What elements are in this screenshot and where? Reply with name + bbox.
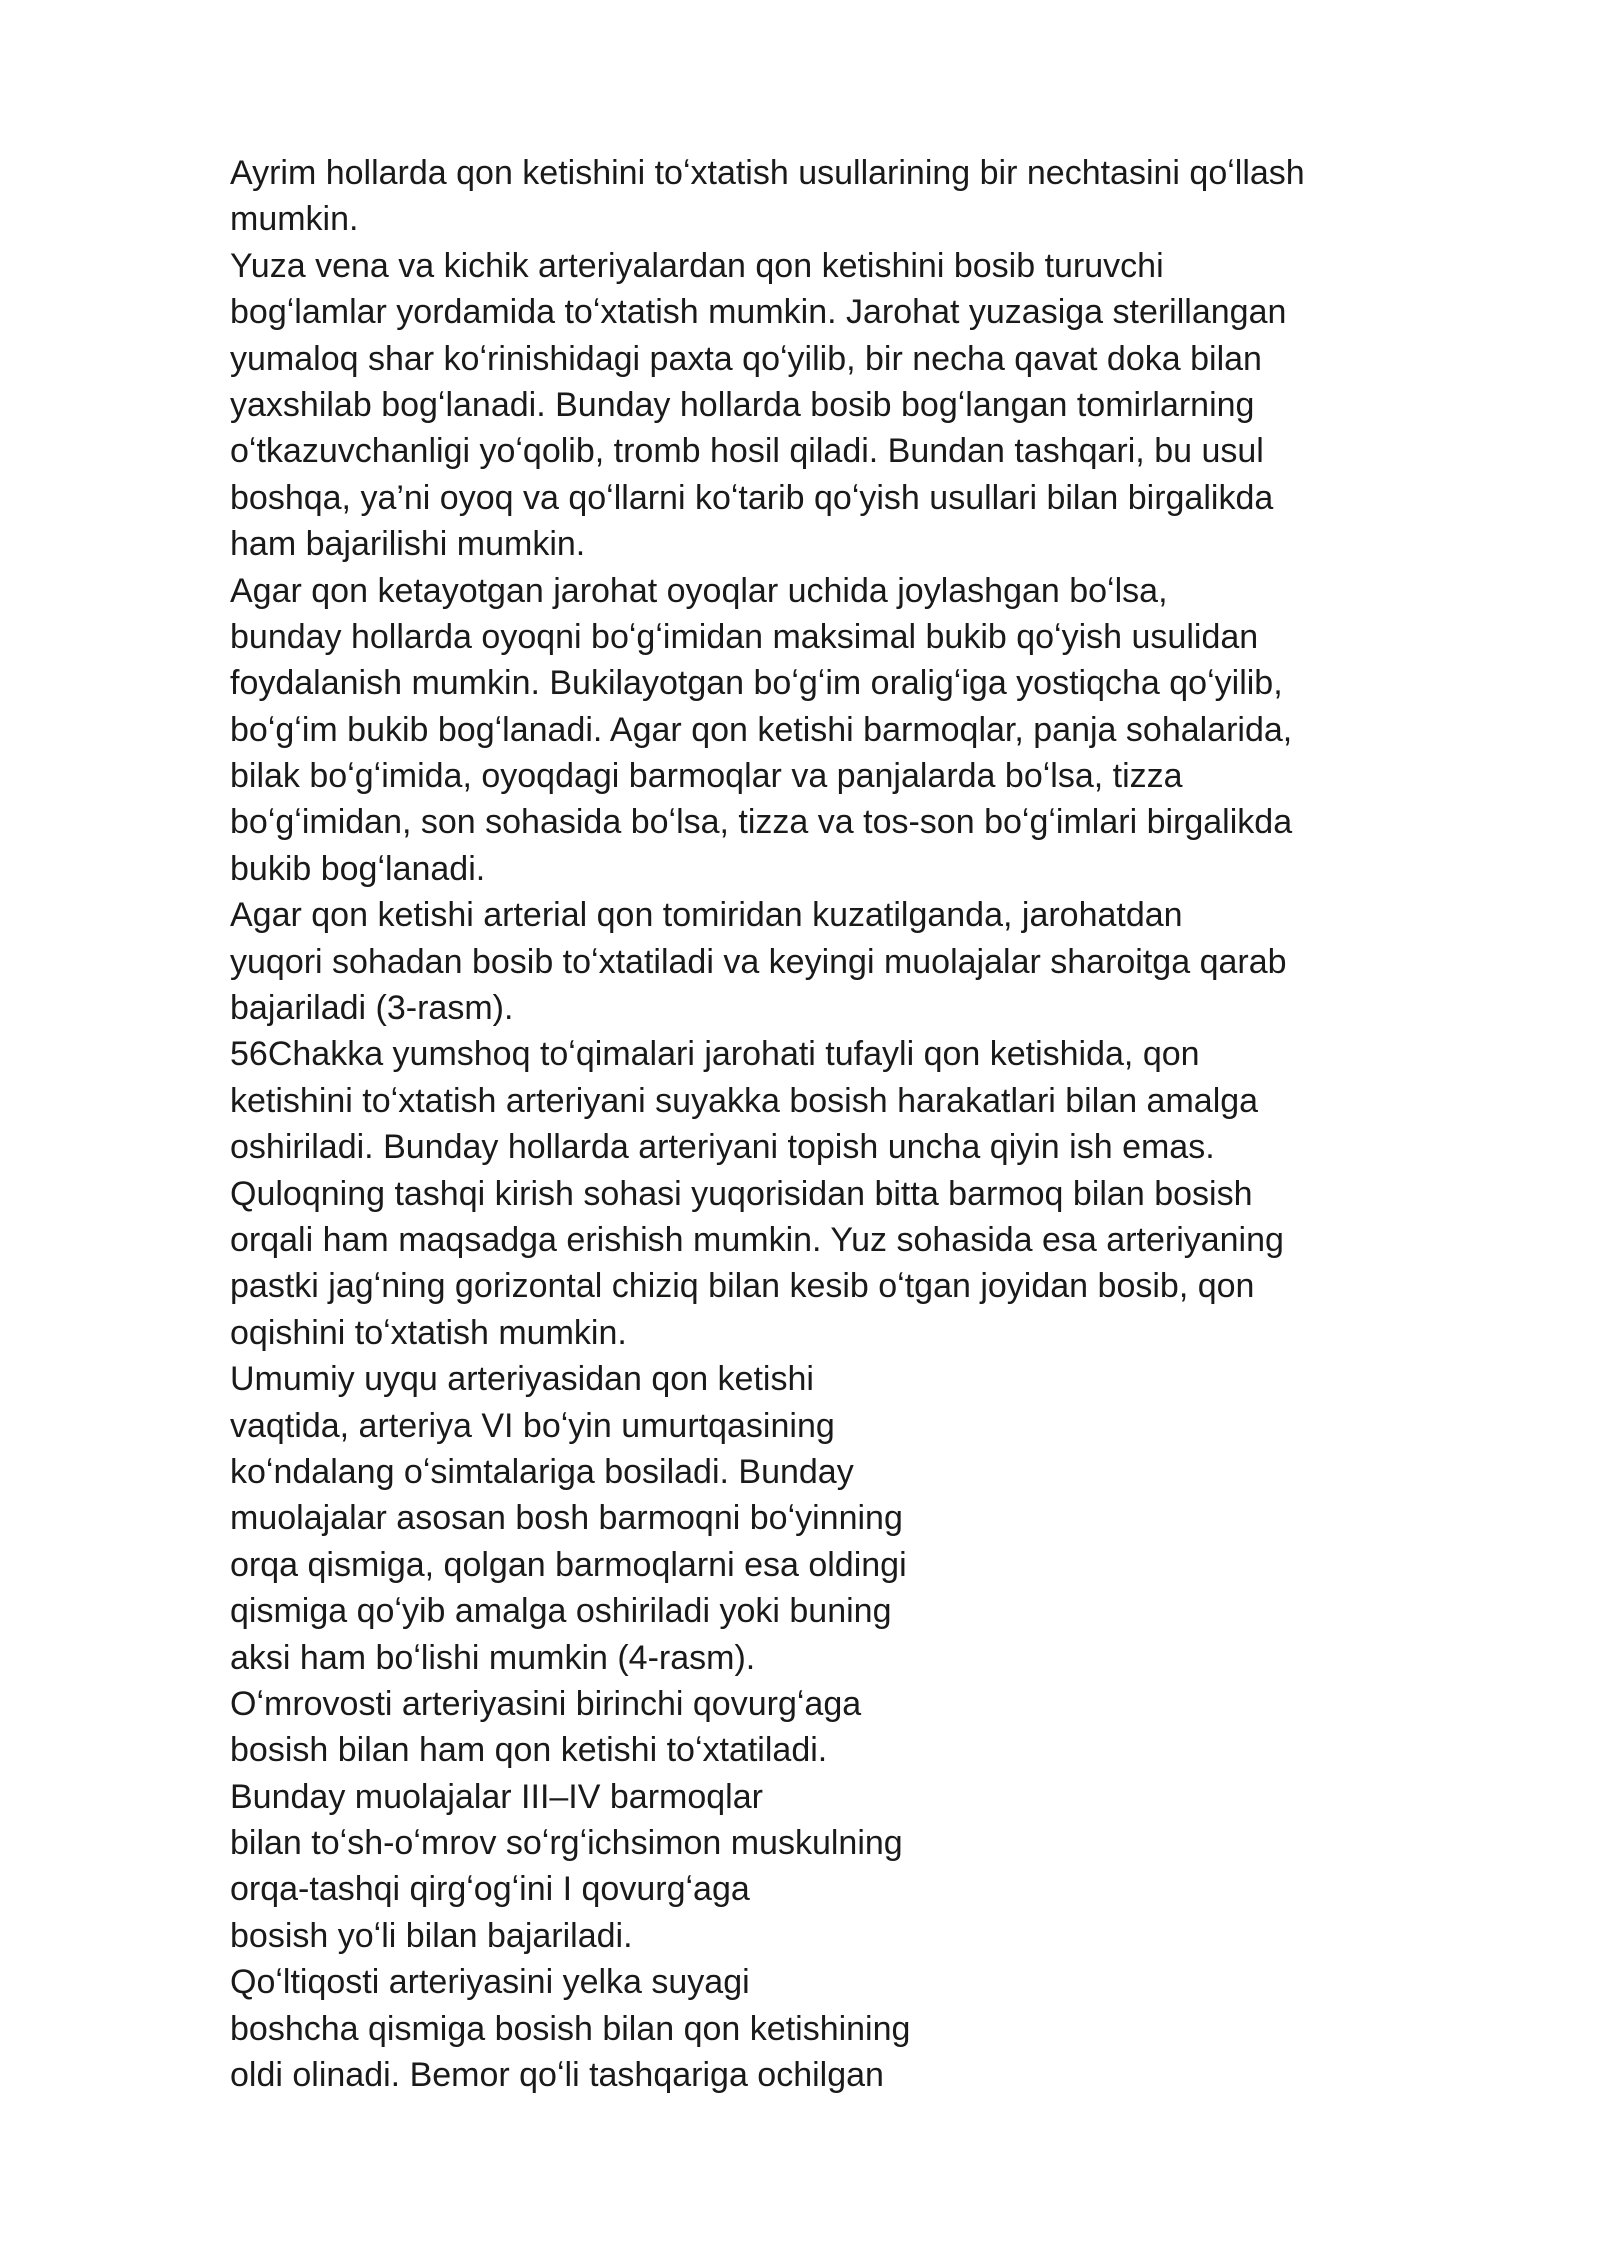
text-line: Umumiy uyqu arteriyasidan qon ketishi <box>230 1360 814 1399</box>
text-line: mumkin. <box>230 200 359 239</box>
text-line: yuqori sohadan bosib toʻxtatiladi va keyingi muolajalar sharoitga qarab <box>230 942 1287 981</box>
text-line: Qoʻltiqosti arteriyasini yelka suyagi <box>230 1963 750 2002</box>
text-line: aksi ham boʻlishi mumkin (4-rasm). <box>230 1638 756 1677</box>
text-line: qismiga qoʻyib amalga oshiriladi yoki buning <box>230 1592 892 1631</box>
text-line: Yuza vena va kichik arteriyalardan qon ketishini bosib turuvchi <box>230 246 1164 285</box>
text-line: boshcha qismiga bosish bilan qon ketishining <box>230 2009 911 2048</box>
text-line: oshiriladi. Bunday hollarda arteriyani topish uncha qiyin ish emas. <box>230 1128 1215 1167</box>
text-line: Ayrim hollarda qon ketishini toʻxtatish usullarining bir nechtasini qoʻllash <box>230 154 1305 192</box>
text-line: orqa qismiga, qolgan barmoqlarni esa oldingi <box>230 1545 907 1584</box>
text-line: oʻtkazuvchanligi yoʻqolib, tromb hosil qiladi. Bundan tashqari, bu usul <box>230 432 1264 471</box>
text-line: yaxshilab bogʻlanadi. Bunday hollarda bosib bogʻlangan tomirlarning <box>230 385 1255 424</box>
body-text <box>230 150 1380 2098</box>
text-line: foydalanish mumkin. Bukilayotgan boʻgʻim oraligʻiga yostiqcha qoʻyilib, <box>230 664 1283 703</box>
text-line: bosish yoʻli bilan bajariladi. <box>230 1916 633 1955</box>
text-line: bilan toʻsh-oʻmrov soʻrgʻichsimon muskulning <box>230 1824 903 1863</box>
text-line: boʻgʻim bukib bogʻlanadi. Agar qon ketishi barmoqlar, panja sohalarida, <box>230 710 1293 749</box>
text-line: vaqtida, arteriya VI boʻyin umurtqasining <box>230 1406 835 1445</box>
text-line: Oʻmrovosti arteriyasini birinchi qovurgʻaga <box>230 1684 862 1723</box>
text-line: koʻndalang oʻsimtalariga bosiladi. Bunday <box>230 1452 854 1491</box>
text-line: oqishini toʻxtatish mumkin. <box>230 1313 627 1352</box>
text-line: yumaloq shar koʻrinishidagi paxta qoʻyilib, bir necha qavat doka bilan <box>230 339 1262 378</box>
text-line: bajariladi (3-rasm). <box>230 989 514 1028</box>
text-line: 56Chakka yumshoq toʻqimalari jarohati tufayli qon ketishida, qon <box>230 1035 1200 1074</box>
text-line: Agar qon ketayotgan jarohat oyoqlar uchida joylashgan boʻlsa, <box>230 571 1168 610</box>
text-line: ketishini toʻxtatish arteriyani suyakka bosish harakatlari bilan amalga <box>230 1081 1259 1120</box>
text-line: ham bajarilishi mumkin. <box>230 525 586 564</box>
text-line: orqali ham maqsadga erishish mumkin. Yuz sohasida esa arteriyaning <box>230 1220 1284 1259</box>
text-line: Agar qon ketishi arterial qon tomiridan kuzatilganda, jarohatdan <box>230 896 1183 935</box>
text-line: orqa-tashqi qirgʻogʻini I qovurgʻaga <box>230 1870 750 1909</box>
text-line: bilak boʻgʻimida, oyoqdagi barmoqlar va panjalarda boʻlsa, tizza <box>230 757 1183 796</box>
text-line: Bunday muolajalar III–IV barmoqlar <box>230 1777 763 1816</box>
text-line: bogʻlamlar yordamida toʻxtatish mumkin. Jarohat yuzasiga sterillangan <box>230 293 1287 332</box>
text-line: bukib bogʻlanadi. <box>230 849 486 888</box>
text-line: pastki jagʻning gorizontal chiziq bilan kesib oʻtgan joyidan bosib, qon <box>230 1267 1255 1306</box>
text-line: Quloqning tashqi kirish sohasi yuqorisidan bitta barmoq bilan bosish <box>230 1174 1253 1213</box>
text-line: boshqa, ya’ni oyoq va qoʻllarni koʻtarib qoʻyish usullari bilan birgalikda <box>230 478 1274 517</box>
text-line: bosish bilan ham qon ketishi toʻxtatiladi. <box>230 1731 828 1770</box>
text-line: bunday hollarda oyoqni boʻgʻimidan maksimal bukib qoʻyish usulidan <box>230 617 1259 656</box>
text-line: oldi olinadi. Bemor qoʻli tashqariga ochilgan <box>230 2056 884 2095</box>
text-line: boʻgʻimidan, son sohasida boʻlsa, tizza va tos-son boʻgʻimlari birgalikda <box>230 803 1293 842</box>
text-line: muolajalar asosan bosh barmoqni boʻyinning <box>230 1499 903 1538</box>
